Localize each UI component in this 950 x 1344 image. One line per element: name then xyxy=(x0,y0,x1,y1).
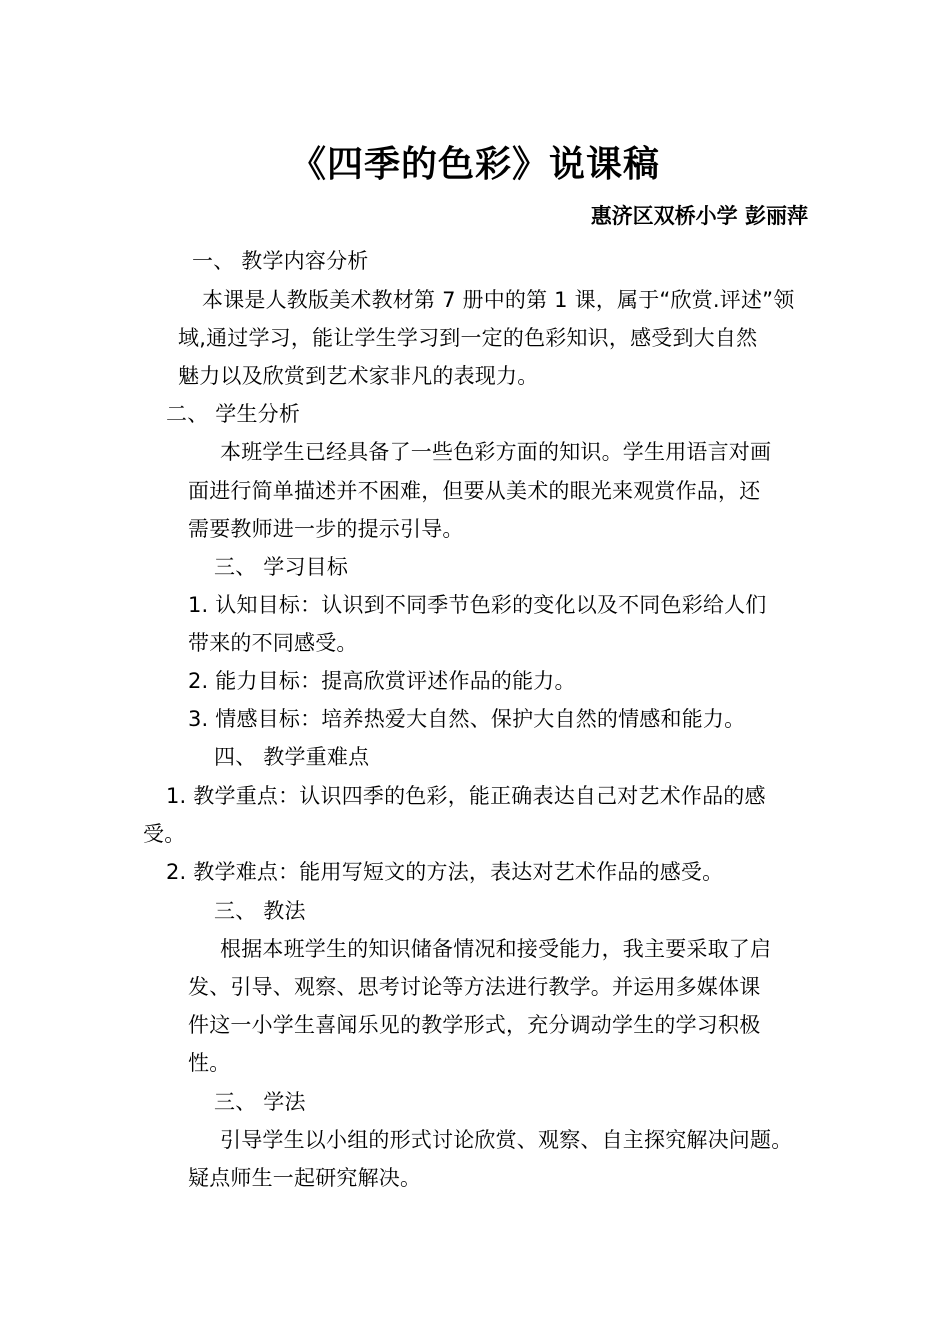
paragraph-line: 发、引导、观察、思考讨论等方法进行教学。并运用多媒体课 xyxy=(188,975,761,999)
list-item: 3. 情感目标：培养热爱大自然、保护大自然的情感和能力。 xyxy=(188,707,746,731)
paragraph-line: 本课是人教版美术教材第 7 册中的第 1 课，属于“欣赏.评述”领 xyxy=(202,288,795,312)
list-item: 2. 教学难点：能用写短文的方法，表达对艺术作品的感受。 xyxy=(166,860,724,884)
list-item-continuation: 受。 xyxy=(143,822,186,846)
section-heading-learning-goals: 三、 学习目标 xyxy=(214,555,349,579)
section-heading-learning-method: 三、 学法 xyxy=(214,1090,306,1114)
author-line: 惠济区双桥小学 彭丽萍 xyxy=(590,204,808,228)
section-heading-teaching-method: 三、 教法 xyxy=(214,899,306,923)
paragraph-line: 疑点师生一起研究解决。 xyxy=(188,1166,422,1190)
paragraph-line: 性。 xyxy=(188,1051,231,1075)
paragraph-line: 件这一小学生喜闻乐见的教学形式，充分调动学生的学习积极 xyxy=(188,1013,761,1037)
paragraph-line: 需要教师进一步的提示引导。 xyxy=(188,517,464,541)
paragraph-line: 根据本班学生的知识储备情况和接受能力，我主要采取了启 xyxy=(220,937,772,961)
section-heading-student-analysis: 二、 学生分析 xyxy=(166,402,301,426)
paragraph-line: 域,通过学习，能让学生学习到一定的色彩知识，感受到大自然 xyxy=(178,326,758,350)
paragraph-line: 引导学生以小组的形式讨论欣赏、观察、自主探究解决问题。 xyxy=(220,1128,793,1152)
paragraph-line: 魅力以及欣赏到艺术家非凡的表现力。 xyxy=(178,364,539,388)
list-item-continuation: 带来的不同感受。 xyxy=(188,631,358,655)
paragraph-line: 面进行简单描述并不困难，但要从美术的眼光来观赏作品，还 xyxy=(188,479,761,503)
section-heading-key-points: 四、 教学重难点 xyxy=(214,745,370,769)
paragraph-line: 本班学生已经具备了一些色彩方面的知识。学生用语言对画 xyxy=(220,440,772,464)
list-item: 1. 教学重点：认识四季的色彩，能正确表达自己对艺术作品的感 xyxy=(166,784,766,808)
section-heading-content-analysis: 一、 教学内容分析 xyxy=(192,249,369,273)
document-title: 《四季的色彩》说课稿 xyxy=(289,144,660,185)
list-item: 2. 能力目标：提高欣赏评述作品的能力。 xyxy=(188,669,576,693)
list-item: 1. 认知目标：认识到不同季节色彩的变化以及不同色彩给人们 xyxy=(188,593,767,617)
